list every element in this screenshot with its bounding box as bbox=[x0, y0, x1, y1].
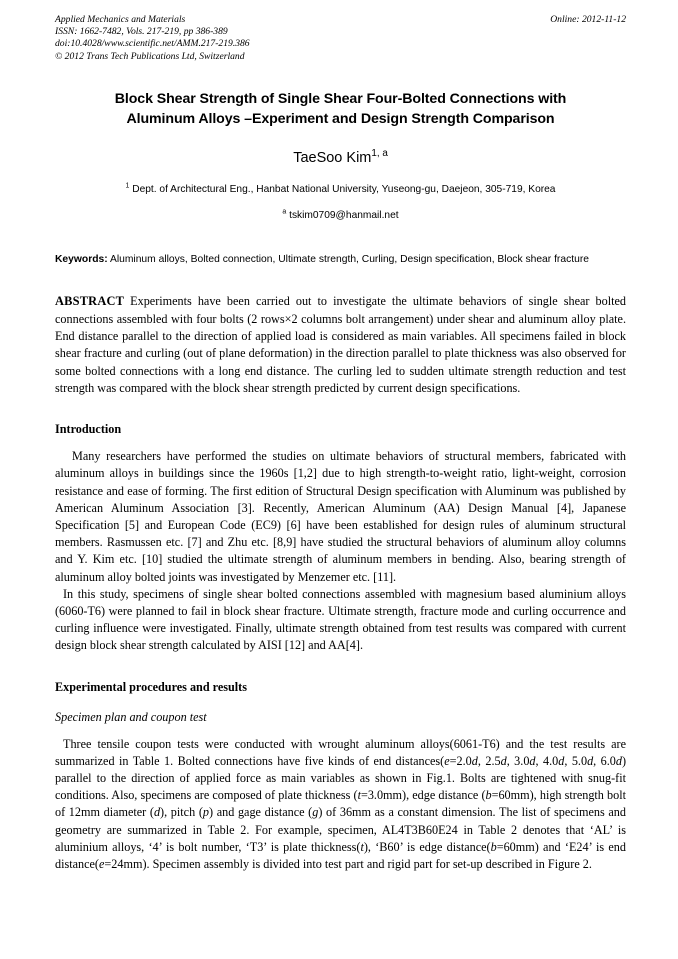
affiliation-superscript: 1 bbox=[125, 182, 130, 190]
journal-doi: doi:10.4028/www.scientific.net/AMM.217-219.386 bbox=[55, 38, 250, 50]
author-name: TaeSoo Kim bbox=[293, 149, 372, 166]
introduction-heading: Introduction bbox=[55, 422, 122, 437]
journal-issn: ISSN: 1662-7482, Vols. 217-219, pp 386-389 bbox=[55, 26, 228, 38]
var-g: g bbox=[312, 805, 319, 820]
var-t: t bbox=[357, 788, 361, 803]
var-d-3: d bbox=[529, 753, 536, 768]
var-d-7: d bbox=[153, 805, 161, 820]
exp-vals-5: , 6.0 bbox=[593, 753, 616, 768]
email-superscript: a bbox=[282, 208, 287, 216]
var-e: e bbox=[444, 753, 450, 768]
var-t-2: t bbox=[360, 839, 364, 854]
var-p: p bbox=[202, 805, 209, 820]
experimental-heading: Experimental procedures and results bbox=[55, 679, 247, 694]
exp-text-1: Three tensile coupon tests were conducted with wrought aluminum alloys(6061-T6) and the test results are summarized in Table 1. Bolted connections have five kinds of end distances( bbox=[55, 736, 626, 768]
exp-vals-3: , 4.0 bbox=[535, 753, 559, 768]
experimental-paragraph bbox=[55, 736, 626, 874]
author-email: tskim0709@hanmail.net bbox=[289, 209, 399, 221]
author-block bbox=[55, 149, 626, 223]
journal-copyright: © 2012 Trans Tech Publications Ltd, Switzerland bbox=[55, 50, 245, 62]
author-name-row bbox=[55, 149, 626, 168]
affiliation-row bbox=[55, 182, 626, 197]
exp-mid-1: ), pitch ( bbox=[160, 805, 203, 820]
var-b-2: b bbox=[490, 839, 497, 854]
var-b: b bbox=[485, 788, 492, 803]
var-d-6: d bbox=[615, 753, 622, 768]
exp-text-3: ) of 36mm as a constant dimension. The list of specimens and geometry are summarized in Table 2. For example, specimen, AL4T3B60E24 in Table 2 denotes that ‘AL’ is aluminium alloys, ‘4’ is bolt number, ‘T3’ is plate thickness( bbox=[55, 805, 626, 854]
email-row bbox=[55, 208, 626, 223]
journal-name: Applied Mechanics and Materials bbox=[55, 14, 186, 25]
exp-vals-1: , 2.5 bbox=[477, 753, 501, 768]
online-date: Online: 2012-11-12 bbox=[550, 14, 626, 25]
keywords-block bbox=[55, 252, 626, 268]
keywords-label: Keywords: bbox=[55, 253, 108, 265]
var-e-2: e bbox=[99, 856, 105, 871]
keywords-value: Aluminum alloys, Bolted connection, Ultimate strength, Curling, Design specification, Block shear fracture bbox=[109, 253, 589, 265]
exp-mid-4: =60mm) and ‘E24’ is end distance( bbox=[55, 839, 626, 871]
abstract-label: ABSTRACT bbox=[55, 294, 125, 309]
author-name-superscript: 1, a bbox=[371, 147, 388, 159]
var-d-2: d bbox=[500, 753, 507, 768]
exp-vals-2: , 3.0 bbox=[506, 753, 530, 768]
abstract-text: Experiments have been carried out to investigate the ultimate behaviors of single shear bolted connections assembled with four bolts (2 rows×2 columns bolt arrangement) under shear and aluminum alloy plate. End distance parallel to the direction of applied load is considered as main variables. All specimens failed in block shear fracture and curling (out of plane deformation) in the direction parallel to plate thickness was also observed for some bolted connections with a long end distance. The curling led to sudden ultimate strength reduction and test strength was compared with the block shear strength predicted by current design specifications. bbox=[55, 294, 627, 395]
abstract-block bbox=[55, 293, 626, 397]
exp-eq-1: =2.0 bbox=[449, 753, 472, 768]
title-line-1: Block Shear Strength of Single Shear Four-Bolted Connections with bbox=[114, 90, 567, 107]
page-title bbox=[55, 89, 626, 129]
var-d-1: d bbox=[471, 753, 478, 768]
affiliation-text: Dept. of Architectural Eng., Hanbat National University, Yuseong-gu, Daejeon, 305-719, Korea bbox=[132, 183, 556, 195]
title-line-2: Aluminum Alloys –Experiment and Design Strength Comparison bbox=[126, 110, 555, 127]
exp-text-4: =24mm). Specimen assembly is divided into test part and rigid part for set-up described in Figure 2. bbox=[104, 856, 592, 871]
introduction-paragraph-2: In this study, specimens of single shear bolted connections assembled with magnesium based aluminium alloys (6060-T6) were planned to fail in block shear fracture. Ultimate strength, fracture mode and curling occurrence and curling influence were investigated. Finally, ultimate strength obtained from test results was compared with current design block shear strength calculated by AISI [12] and AA[4]. bbox=[55, 586, 626, 653]
exp-mid-2: ) and gage distance ( bbox=[208, 805, 313, 820]
journal-header bbox=[55, 14, 626, 63]
exp-mid-3: ), ‘B60’ is edge distance( bbox=[363, 839, 491, 854]
exp-vals-4: , 5.0 bbox=[564, 753, 588, 768]
introduction-paragraph-1: Many researchers have performed the studies on ultimate behaviors of structural members, fabricated with aluminum alloys in buildings since the 1960s [1,2] due to high strength-to-weight ratio, light-weight, corrosion resistance and ease of forming. The first edition of Structural Design specification with Aluminum was published by American Aluminum Association [3]. Recently, American Aluminum (AA) Design Manual [4], Japanese Specification [5] and European Code (EC9) [6] have been established for design rules of aluminum structural members. Rasmussen etc. [7] and Zhu etc. [8,9] have studied the structural behaviors of aluminum alloy columns and Y. Kim etc. [10] studied the ultimate strength of aluminum members in bending. Also, bearing strength of aluminum alloy bolted joints was investigated by Menzemer etc. [11]. bbox=[55, 449, 626, 584]
exp-eq-t: =3.0mm), edge distance ( bbox=[360, 788, 486, 803]
exp-eq-b: =60mm), high strength bolt of 12mm diameter ( bbox=[55, 788, 626, 820]
var-d-5: d bbox=[587, 753, 594, 768]
specimen-plan-subheading: Specimen plan and coupon test bbox=[55, 709, 207, 724]
exp-text-2: ) parallel to the direction of applied force as main variables as shown in Fig.1. Bolts are tightened with snug-fit conditions. Also, specimens are composed of plate thickness ( bbox=[55, 753, 627, 803]
var-d-4: d bbox=[558, 753, 565, 768]
